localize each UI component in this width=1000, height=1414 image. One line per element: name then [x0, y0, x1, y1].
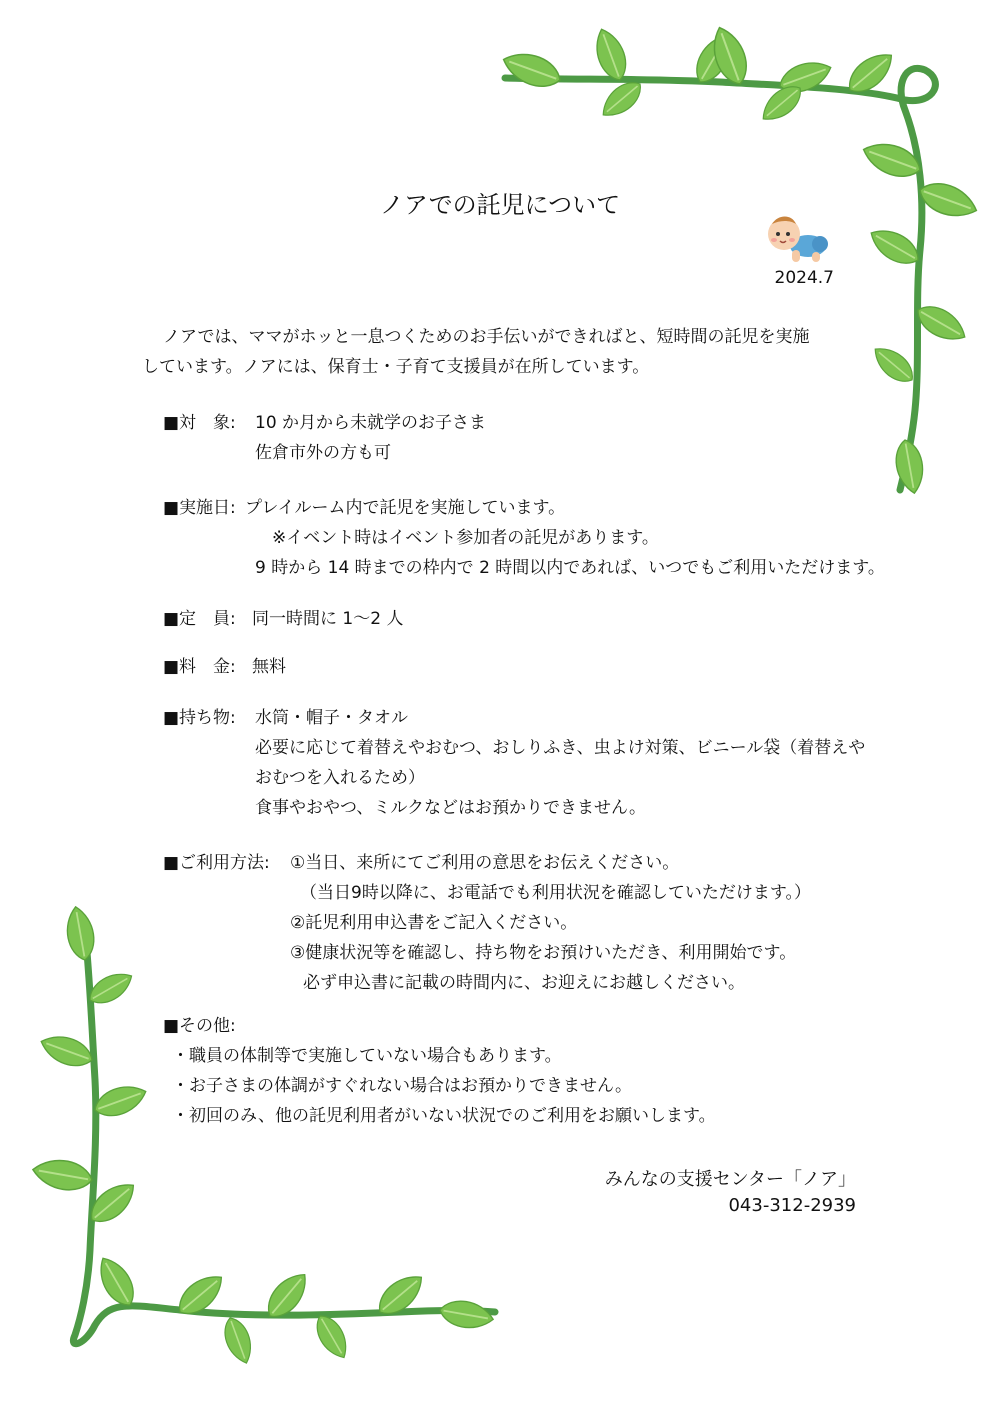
organization-name: みんなの支援センター「ノア」: [604, 1169, 856, 1190]
phone-number: 043-312-2939: [728, 1195, 856, 1216]
belongings-label: ■持ち物:: [163, 708, 236, 728]
belongings-line-1: 水筒・帽子・タオル: [255, 708, 408, 728]
belongings-line-3: おむつを入れるため）: [255, 768, 425, 788]
target-label: ■対 象:: [163, 413, 236, 433]
target-line-2: 佐倉市外の方も可: [255, 443, 391, 463]
intro-line-1: ノアでは、ママがホッと一息つくためのお手伝いができればと、短時間の託児を実施: [163, 327, 810, 347]
usage-line-3: ②託児利用申込書をご記入ください。: [290, 913, 578, 933]
capacity-value: 同一時間に 1～2 人: [252, 609, 404, 629]
usage-label: ■ご利用方法:: [163, 853, 270, 873]
schedule-label: ■実施日:: [163, 498, 236, 518]
belongings-line-4: 食事やおやつ、ミルクなどはお預かりできません。: [255, 798, 646, 818]
belongings-line-2: 必要に応じて着替えやおむつ、おしりふき、虫よけ対策、ビニール袋（着替えや: [255, 738, 866, 758]
other-label: ■その他:: [163, 1016, 236, 1036]
capacity-label: ■定 員:: [163, 609, 236, 629]
page-title: ノアでの託児について: [379, 191, 621, 219]
target-line-1: 10 か月から未就学のお子さま: [255, 413, 487, 433]
usage-line-4: ③健康状況等を確認し、持ち物をお預けいただき、利用開始です。: [290, 943, 797, 963]
intro-line-2: しています。ノアには、保育士・子育て支援員が在所しています。: [142, 357, 650, 377]
schedule-line-1: プレイルーム内で託児を実施しています。: [245, 498, 566, 518]
fee-label: ■料 金:: [163, 657, 236, 677]
date-label: 2024.7: [774, 268, 834, 288]
schedule-line-3: 9 時から 14 時までの枠内で 2 時間以内であれば、いつでもご利用いただけます。: [255, 558, 885, 578]
usage-line-2: （当日9時以降に、お電話でも利用状況を確認していただけます。）: [300, 883, 811, 903]
usage-line-1: ①当日、来所にてご利用の意思をお伝えください。: [290, 853, 680, 873]
top-right-vine: [499, 23, 982, 496]
other-line-1: ・職員の体制等で実施していない場合もあります。: [172, 1046, 562, 1066]
schedule-line-2: ※イベント時はイベント参加者の託児があります。: [272, 528, 659, 548]
fee-value: 無料: [252, 657, 286, 677]
other-line-2: ・お子さまの体調がすぐれない場合はお預かりできません。: [172, 1076, 633, 1096]
other-line-3: ・初回のみ、他の託児利用者がいない状況でのご利用をお願いします。: [172, 1106, 716, 1126]
usage-line-5: 必ず申込書に記載の時間内に、お迎えにお越しください。: [303, 973, 745, 993]
